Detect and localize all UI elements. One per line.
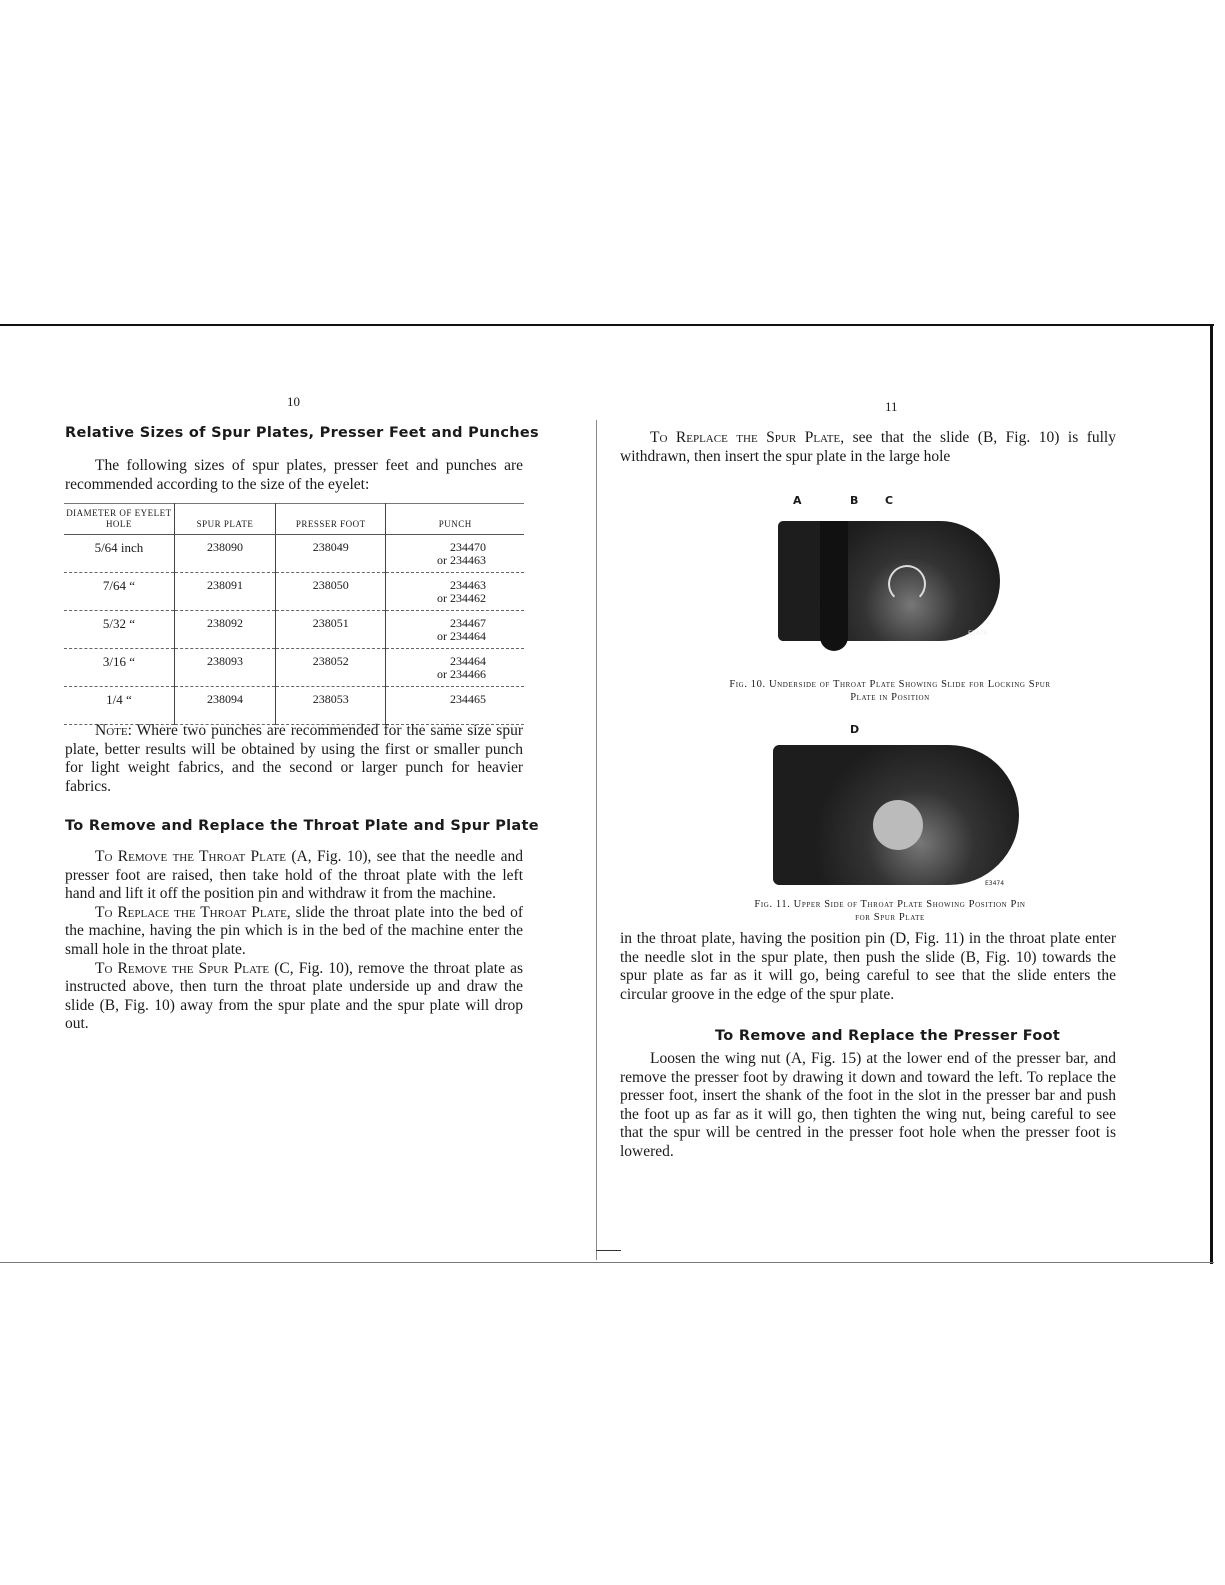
lead-replace-throat: To Replace the Throat Plate, bbox=[95, 903, 291, 921]
col-spur-plate: SPUR PLATE bbox=[174, 504, 275, 535]
punch-alternate: or 234464 bbox=[437, 629, 486, 643]
fig10-code: E3476 bbox=[968, 630, 988, 637]
presser-foot-paragraph bbox=[620, 1050, 1116, 1162]
cell-presser-foot: 238050 bbox=[276, 573, 386, 611]
spur-plate-outline bbox=[888, 565, 926, 603]
section-heading-sizes: Relative Sizes of Spur Plates, Presser Feet and Punches bbox=[65, 425, 539, 441]
fig11-caption bbox=[640, 898, 1140, 924]
cell-spur-plate: 238094 bbox=[174, 687, 275, 725]
col-presser-foot: PRESSER FOOT bbox=[276, 504, 386, 535]
text-remove-throat: (A, Fig. 10), see that the needle and presser foot are raised, then take hold of the throat plate with the left hand and lift it off the position pin and withdraw it from the machine. bbox=[65, 848, 523, 903]
fig11-label-d: D bbox=[850, 723, 860, 736]
punch-alternate: or 234466 bbox=[437, 667, 486, 681]
lead-remove-throat: To Remove the Throat Plate bbox=[95, 848, 287, 865]
col-diameter: DIAMETER OF EYELET HOLE bbox=[64, 504, 174, 535]
punch-primary: 234464 bbox=[450, 654, 486, 668]
cell-spur-plate: 238092 bbox=[174, 611, 275, 649]
spur-position-paragraph bbox=[620, 930, 1116, 1004]
replace-spur-paragraph bbox=[620, 429, 1116, 466]
punch-alternate: or 234463 bbox=[437, 553, 486, 567]
cell-presser-foot: 238049 bbox=[276, 535, 386, 573]
table-row bbox=[64, 573, 524, 611]
throat-plate-instructions bbox=[65, 848, 523, 1034]
cell-punch bbox=[386, 687, 524, 725]
sizes-table bbox=[64, 503, 524, 725]
fig11-code: E3474 bbox=[985, 880, 1005, 887]
punch-alternate: or 234462 bbox=[437, 591, 486, 605]
table-row bbox=[64, 649, 524, 687]
note-paragraph bbox=[65, 722, 523, 796]
cell-spur-plate: 238091 bbox=[174, 573, 275, 611]
cell-presser-foot: 238051 bbox=[276, 611, 386, 649]
cell-punch bbox=[386, 535, 524, 573]
fig10-label-b: B bbox=[850, 494, 859, 507]
fig11-caption-line2: for Spur Plate bbox=[855, 912, 925, 923]
page-right-edge bbox=[1210, 324, 1213, 1264]
fig10-caption bbox=[640, 678, 1140, 704]
cell-diameter: 1/4 “ bbox=[64, 687, 174, 725]
col-punch: PUNCH bbox=[386, 504, 524, 535]
presser-foot-text: Loosen the wing nut (A, Fig. 15) at the lower end of the presser bar, and remove the presser foot by drawing it down and toward the left. To replace the presser foot, insert the shank of the foot in the slot in the presser bar and push the foot up as far as it will go, then tighten the wing nut, being careful to see that the spur will be centred in the presser foot hole when the presser foot is lowered. bbox=[620, 1050, 1116, 1160]
table-row bbox=[64, 535, 524, 573]
cell-diameter: 5/32 “ bbox=[64, 611, 174, 649]
table-row bbox=[64, 611, 524, 649]
lead-replace-spur: To Replace the Spur Plate, bbox=[650, 429, 845, 446]
cell-presser-foot: 238052 bbox=[276, 649, 386, 687]
gutter bbox=[596, 420, 597, 1260]
page-bottom-edge bbox=[0, 1262, 1214, 1263]
fig10-caption-line2: Plate in Position bbox=[850, 692, 930, 703]
punch-primary: 234465 bbox=[450, 692, 486, 706]
cell-punch bbox=[386, 649, 524, 687]
cell-diameter: 5/64 inch bbox=[64, 535, 174, 573]
slide-part bbox=[820, 521, 848, 651]
cell-punch bbox=[386, 573, 524, 611]
intro-paragraph bbox=[65, 457, 523, 494]
fig11-caption-line1: Fig. 11. Upper Side of Throat Plate Showing Position Pin bbox=[754, 899, 1026, 910]
cell-diameter: 7/64 “ bbox=[64, 573, 174, 611]
text-replace-throat: slide the throat plate into the bed of the machine, having the pin which is in the bed of the machine enter the small hole in the throat plate. bbox=[65, 903, 523, 958]
fig10-label-c: C bbox=[885, 494, 894, 507]
punch-primary: 234467 bbox=[450, 616, 486, 630]
punch-primary: 234470 bbox=[450, 540, 486, 554]
gutter-mark bbox=[596, 1250, 621, 1251]
fig10-label-a: A bbox=[793, 494, 802, 507]
cell-punch bbox=[386, 611, 524, 649]
table-row bbox=[64, 687, 524, 725]
cell-spur-plate: 238093 bbox=[174, 649, 275, 687]
table-header-row bbox=[64, 504, 524, 535]
cell-diameter: 3/16 “ bbox=[64, 649, 174, 687]
text-remove-spur: (C, Fig. 10), remove the throat plate as instructed above, then turn the throat plate underside up and draw the slide (B, Fig. 10) away from the spur plate and the spur plate will drop out. bbox=[65, 959, 523, 1033]
section-heading-presser-foot: To Remove and Replace the Presser Foot bbox=[715, 1028, 1061, 1044]
page-top-edge bbox=[0, 324, 1214, 326]
lead-remove-spur: To Remove the Spur Plate bbox=[95, 959, 270, 977]
section-heading-throat-plate: To Remove and Replace the Throat Plate and Spur Plate bbox=[65, 818, 539, 834]
page-number-left: 10 bbox=[287, 394, 300, 409]
spur-hole bbox=[873, 800, 923, 850]
spur-position-text: in the throat plate, having the position pin (D, Fig. 11) in the throat plate enter the needle slot in the spur plate, then push the slide (B, Fig. 10) towards the spur plate as far as it will go, being careful to see that the slide enters the circular groove in the edge of the spur plate. bbox=[620, 930, 1116, 1003]
page-number-right: 11 bbox=[885, 399, 898, 414]
intro-text: The following sizes of spur plates, presser feet and punches are recommended according to the size of the eyelet: bbox=[65, 457, 523, 493]
cell-presser-foot: 238053 bbox=[276, 687, 386, 725]
note-label: Note: bbox=[95, 722, 132, 739]
text-replace-spur: see that the slide (B, Fig. 10) is fully withdrawn, then insert the spur plate in the large hole bbox=[620, 429, 1116, 465]
fig10-caption-line1: Fig. 10. Underside of Throat Plate Showing Slide for Locking Spur bbox=[729, 679, 1051, 690]
cell-spur-plate: 238090 bbox=[174, 535, 275, 573]
punch-primary: 234463 bbox=[450, 578, 486, 592]
note-text: Where two punches are recommended for the same size spur plate, better results will be obtained by using the first or smaller punch for light weight fabrics, and the second or larger punch for heavier fabrics. bbox=[65, 722, 523, 795]
